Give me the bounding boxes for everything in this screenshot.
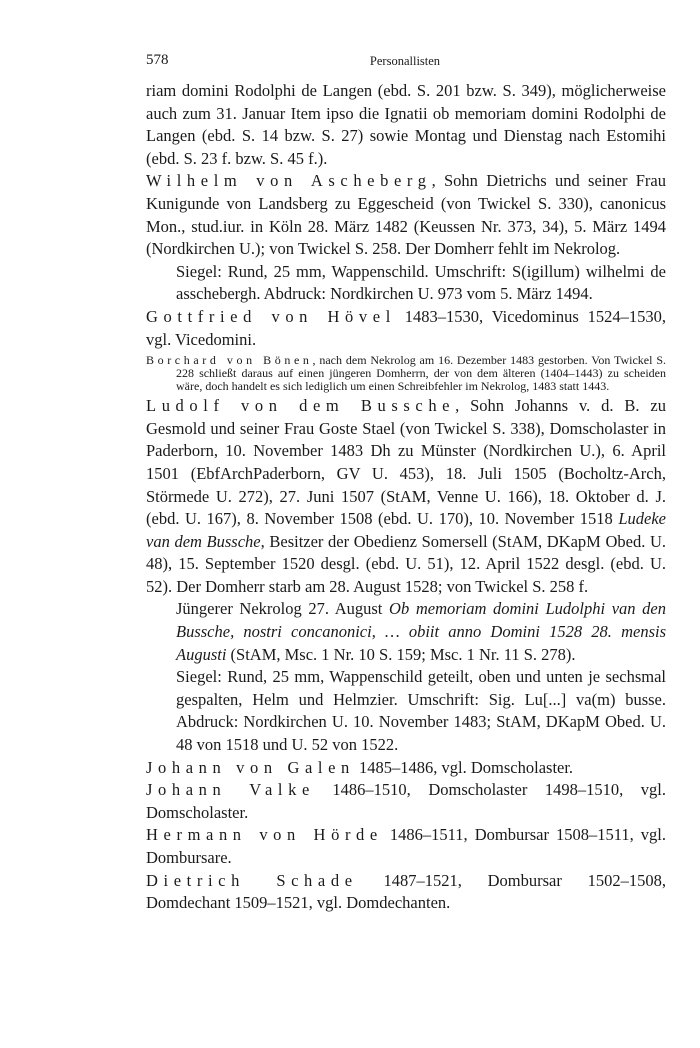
siegel-text: Siegel: Rund, 25 mm, Wappenschild geteilt, oben und unten je sechsmal gespalten, Helm und Helmzier. Umschrift: Sig. Lu[...] va(m) busse. Abdruck: Nordkirchen U. 10. November 1483; StAM, DKapM Obed. U. 48 von 1518 und U. 52 von 1522. (176, 667, 666, 755)
entry-text: , nach dem Nekrolog am 16. Dezember 1483 gestorben. Von Twickel S. 228 schließt daraus auf einen jüngeren Domherrn, der von dem älteren (1404–1443) zu scheiden wäre, doch handelt es sich lediglich um einen Schreibfehler im Nekrolog, 1483 statt 1443. (176, 353, 666, 394)
entry-text: 1487–1521, Dombursar 1502–1508, Domdechant 1509–1521, vgl. Domdechanten. (146, 870, 667, 913)
siegel-text: Siegel: Rund, 25 mm, Wappenschild. Umschrift: S(igillum) wilhelmi de asschebergh. Abdruck: Nordkirchen U. 973 vom 5. März 1494. (176, 261, 666, 304)
entry-johann-von-galen (146, 757, 666, 780)
entry-ludolf-von-dem-bussche (146, 395, 666, 598)
entry-text: , Sohn Johanns v. d. B. zu Gesmold und seiner Frau Goste Stael (von Twickel S. 338), Domscholaster in Paderborn, 10. November 1483 Dh zu Münster (Nordkirchen U.), 6. April 1501 (EbfArchPaderborn, GV U. 453), 18. Juli 1505 (Bocholtz-Arch, Störmede U. 272), 27. Juni 1507 (StAM, Venne U. 166), 18. Oktober d. J. (ebd. U. 167), 8. November 1508 (ebd. U. 170), 10. November 1518 (146, 396, 666, 529)
entry-hermann-von-hoerde (146, 824, 666, 869)
entry-siegel (146, 261, 666, 306)
page-header (146, 52, 664, 74)
nekrolog-source: (StAM, Msc. 1 Nr. 10 S. 159; Msc. 1 Nr. 11 S. 278). (226, 644, 576, 664)
entry-gottfried-von-hoevel (146, 306, 666, 351)
entry-text: 1486–1511, Dombursar 1508–1511, vgl. Dombursare. (146, 825, 666, 867)
entry-name: Johann von Galen (146, 757, 355, 777)
entry-johann-valke (146, 779, 666, 824)
entry-name: Hermann von Hörde (146, 825, 383, 845)
entry-name: Gottfried von Hövel (146, 306, 396, 326)
entry-name: Ludolf von dem Bussche (146, 396, 456, 416)
continued-paragraph (146, 80, 666, 170)
nekrolog-intro: Jüngerer Nekrolog 27. August (176, 599, 390, 619)
entry-name: Borchard von Bönen (146, 353, 313, 368)
entry-text: 1483–1530, Vicedominus 1524–1530, vgl. Vicedomini. (146, 306, 666, 349)
entry-dietrich-schade (146, 870, 666, 915)
entry-wilhelm-von-ascheberg (146, 170, 666, 260)
entry-name: Wilhelm von Ascheberg (146, 171, 432, 191)
entry-text: , Sohn Dietrichs und seiner Frau Kunigunde von Landsberg zu Eggescheid (von Twickel S. 330), canonicus Mon., stud.iur. in Köln 28. März 1482 (Keussen Nr. 373, 34), 5. März 1494 (Nordkirchen U.); von Twickel S. 258. Der Domherr fehlt im Nekrolog. (146, 171, 666, 259)
entry-name: Dietrich Schade (146, 870, 358, 890)
entry-siegel (146, 666, 666, 756)
nekrolog-quote: Ob memoriam domini Ludolphi van den Bussche, nostri concanonici, … obiit anno Domini 1528 28. mensis Augusti (176, 599, 666, 664)
page-body (146, 80, 666, 915)
continued-text: riam domini Rodolphi de Langen (ebd. S. 201 bzw. S. 349), möglicherweise auch zum 31. Januar Item ipso die Ignatii ob memoriam domini Rodolphi de Langen (ebd. S. 14 bzw. S. 27) sowie Montag und Dienstag nach Estomihi (ebd. S. 23 f. bzw. S. 45 f.). (146, 81, 666, 168)
entry-text: 1486–1510, Domscholaster 1498–1510, vgl. Domscholaster. (146, 780, 667, 822)
entry-text-continued: , Besitzer der Obedienz Somersell (StAM, DKapM Obed. U. 48), 15. September 1520 desgl. (ebd. U. 51), 12. April 1522 desgl. (ebd. U. 52). Der Domherr starb am 28. August 1528; von Twickel S. 258 f. (146, 531, 666, 596)
running-title: Personallisten (369, 54, 441, 68)
entry-italic-name: Ludeke van dem Bussche (146, 509, 666, 551)
entry-borchard-von-boenen (146, 354, 666, 393)
entry-nekrolog (146, 598, 666, 666)
entry-text: 1485–1486, vgl. Domscholaster. (354, 757, 574, 777)
page-number: 578 (146, 52, 169, 68)
entry-name: Johann Valke (146, 780, 315, 800)
